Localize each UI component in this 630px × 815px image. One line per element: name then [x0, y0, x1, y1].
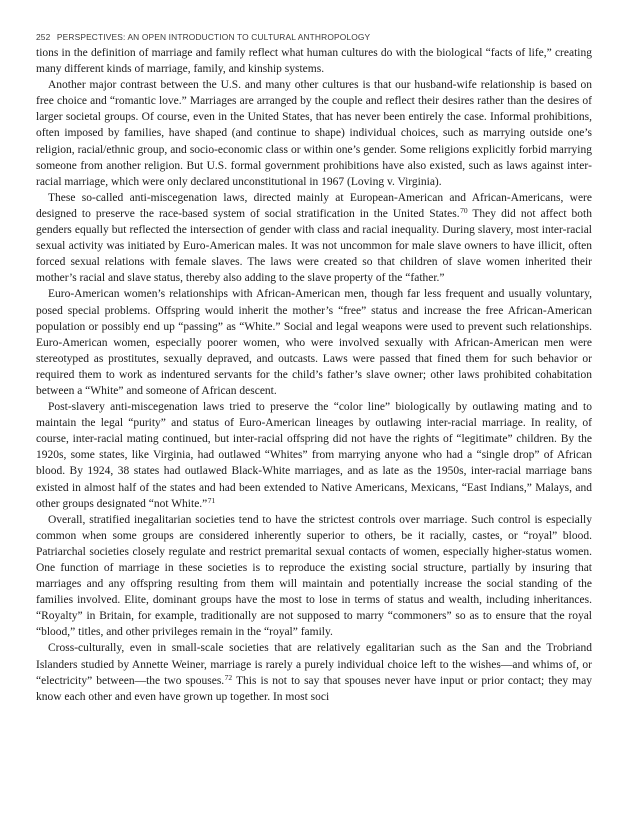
paragraph-text: Another major contrast between the U.S. and many other cultures is that our husband-wife relationship is based on free choice and “romantic love.” Marriages are arranged by the couple and reflect their desires rather than the desires of larger societal groups. Of course, even in the United States, that has never been entirely the case. Informal prohibitions, often imposed by families, have shaped (and continue to shape) individual choices, such as marrying outside one’s religion, racial/ethnic group, and socio-economic class or within one’s gender. Some religions explicitly forbid marrying someone from another religion. But U.S. formal government prohibitions have also existed, such as laws against interracial marriage, which were only declared unconstitutional in 1967 (Loving v. Virginia).	[36, 79, 592, 188]
running-title: PERSPECTIVES: AN OPEN INTRODUCTION TO CULTURAL ANTHROPOLOGY	[56, 32, 371, 42]
paragraph-continued	[36, 45, 592, 77]
paragraph-text: These so-called anti-miscegenation laws, directed mainly at European-American and African-Americans, were designed to preserve the race-based system of social stratification in the United States.	[36, 191, 592, 220]
footnote-ref-72[interactable]: 72	[224, 672, 233, 682]
paragraph-text: They did not affect both genders equally but reflected the intersection of gender with class and racial inequality. During slavery, most inter-racial sexual activity was initiated by Euro-American males. It was not uncommon for male slave owners to have illicit, often forced sexual relations with female slaves. The laws were created so that children of slave women inherited their mother’s racial and slave status, thereby also adding to the slave property of the “father.”	[36, 207, 592, 285]
paragraph-text: This is not to say that spouses never have input or prior contact; they may know each other and even have grown up together. In most soci	[36, 674, 592, 703]
book-page	[36, 30, 592, 705]
paragraph	[36, 286, 592, 399]
running-header	[36, 30, 592, 44]
body-text	[36, 45, 592, 705]
paragraph-text: Cross-culturally, even in small-scale societies that are relatively egalitarian such as the San and the Trobriand Islanders studied by Annette Weiner, marriage is rarely a purely individual choice left to the wishes—and whims of, or “electricity” between—the two spouses.	[36, 642, 592, 687]
page-number: 252	[36, 32, 51, 42]
paragraph	[36, 399, 592, 512]
paragraph	[36, 77, 592, 190]
paragraph-text: Overall, stratified inegalitarian societies tend to have the strictest controls over marriage. Such control is especially common when some groups are considered inherently superior to others, be it racially, castes, or “royal” blood. Patriarchal societies closely regulate and restrict premarital sexual contacts of women, especially higher-status women. One function of marriage in these societies is to reproduce the existing social structure, partially by insuring that marriages and any offspring resulting from them will maintain and potentially increase the social standing of the families involved. Elite, dominant groups have the most to lose in terms of status and wealth, including inheritances. “Royalty” in Britain, for example, traditionally are not supposed to marry “commoners” so as to ensure that the royal “blood,” titles, and other privileges remain in the “royal” family.	[36, 513, 592, 639]
paragraph	[36, 512, 592, 641]
paragraph-text: tions in the definition of marriage and family reflect what human cultures do with the biological “facts of life,” creating many different kinds of marriage, family, and kinship systems.	[36, 47, 592, 76]
paragraph-text: Post-slavery anti-miscegenation laws tried to preserve the “color line” biologically by outlawing mating and to maintain the legal “purity” and status of Euro-American lineages by outlawing inter-racial marriage. In reality, of course, inter-racial mating continued, but inter-racial offspring did not have the rights of “legitimate” children. By the 1920s, some states, like Virginia, had outlawed “Whites” from marrying anyone who had a “single drop” of African blood. By 1924, 38 states had outlawed Black-White marriages, and as late as the 1950s, inter-racial marriage bans existed in almost half of the states and had been extended to Native Americans, Mexicans, “East Indians,” Malays, and other groups designated “not White.”	[36, 401, 592, 510]
paragraph-text: Euro-American women’s relationships with African-American men, though far less frequent and usually voluntary, posed special problems. Offspring would inherit the mother’s “free” status and increase the free African-American population or possibly end up “passing” as “White.” Social and legal weapons were used to prevent such relationships. Euro-American women, especially poorer women, who were involved sexually with African-American men were stereotyped as prostitutes, sexually depraved, and outcasts. Laws were passed that fined them for such behavior or required them to work as indentured servants for the child’s father’s slave owner; other laws prohibited cohabitation between a “White” and someone of African descent.	[36, 288, 592, 397]
paragraph	[36, 190, 592, 287]
footnote-ref-70[interactable]: 70	[460, 205, 468, 215]
footnote-ref-71[interactable]: 71	[207, 495, 216, 505]
paragraph	[36, 640, 592, 704]
